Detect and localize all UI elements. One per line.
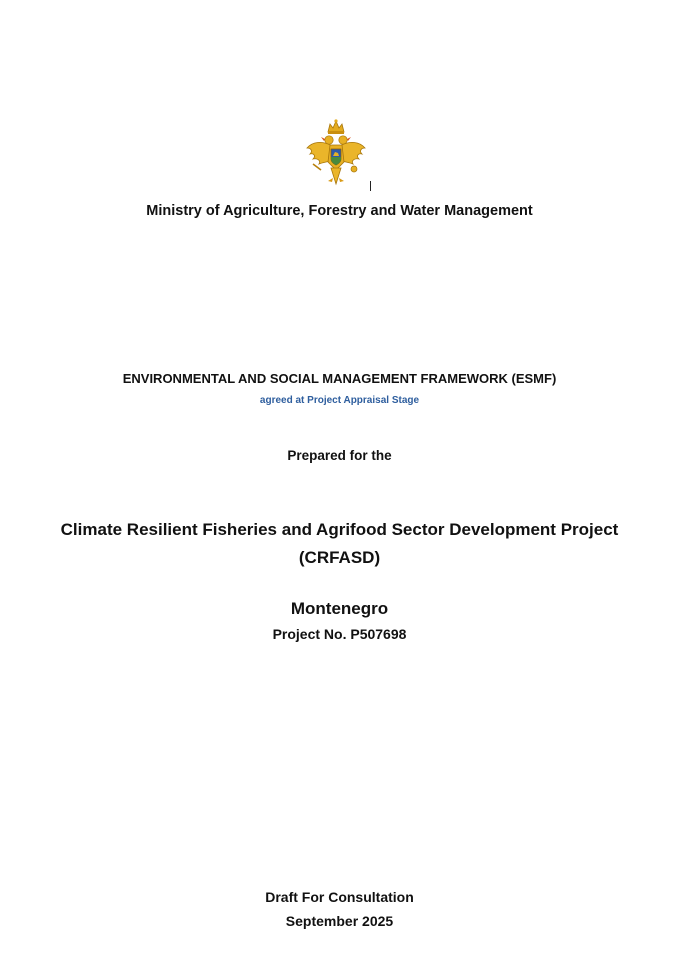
- framework-subtitle: agreed at Project Appraisal Stage: [259, 395, 420, 406]
- document-status: Draft For Consultation: [265, 889, 414, 905]
- text-cursor-mark: [370, 181, 371, 191]
- prepared-for-label: Prepared for the: [287, 448, 392, 463]
- ministry-name: Ministry of Agriculture, Forestry and Water Management: [146, 203, 533, 219]
- framework-title: ENVIRONMENTAL AND SOCIAL MANAGEMENT FRAMEWORK (ESMF): [122, 371, 557, 386]
- document-date: September 2025: [285, 913, 394, 929]
- coat-of-arms-icon: [304, 118, 368, 190]
- project-title-line: Climate Resilient Fisheries and Agrifood Sector Development Project: [60, 520, 619, 539]
- country-name: Montenegro: [290, 599, 389, 618]
- project-number: Project No. P507698: [272, 626, 407, 642]
- project-title: [0, 516, 679, 572]
- project-acronym: (CRFASD): [298, 548, 381, 567]
